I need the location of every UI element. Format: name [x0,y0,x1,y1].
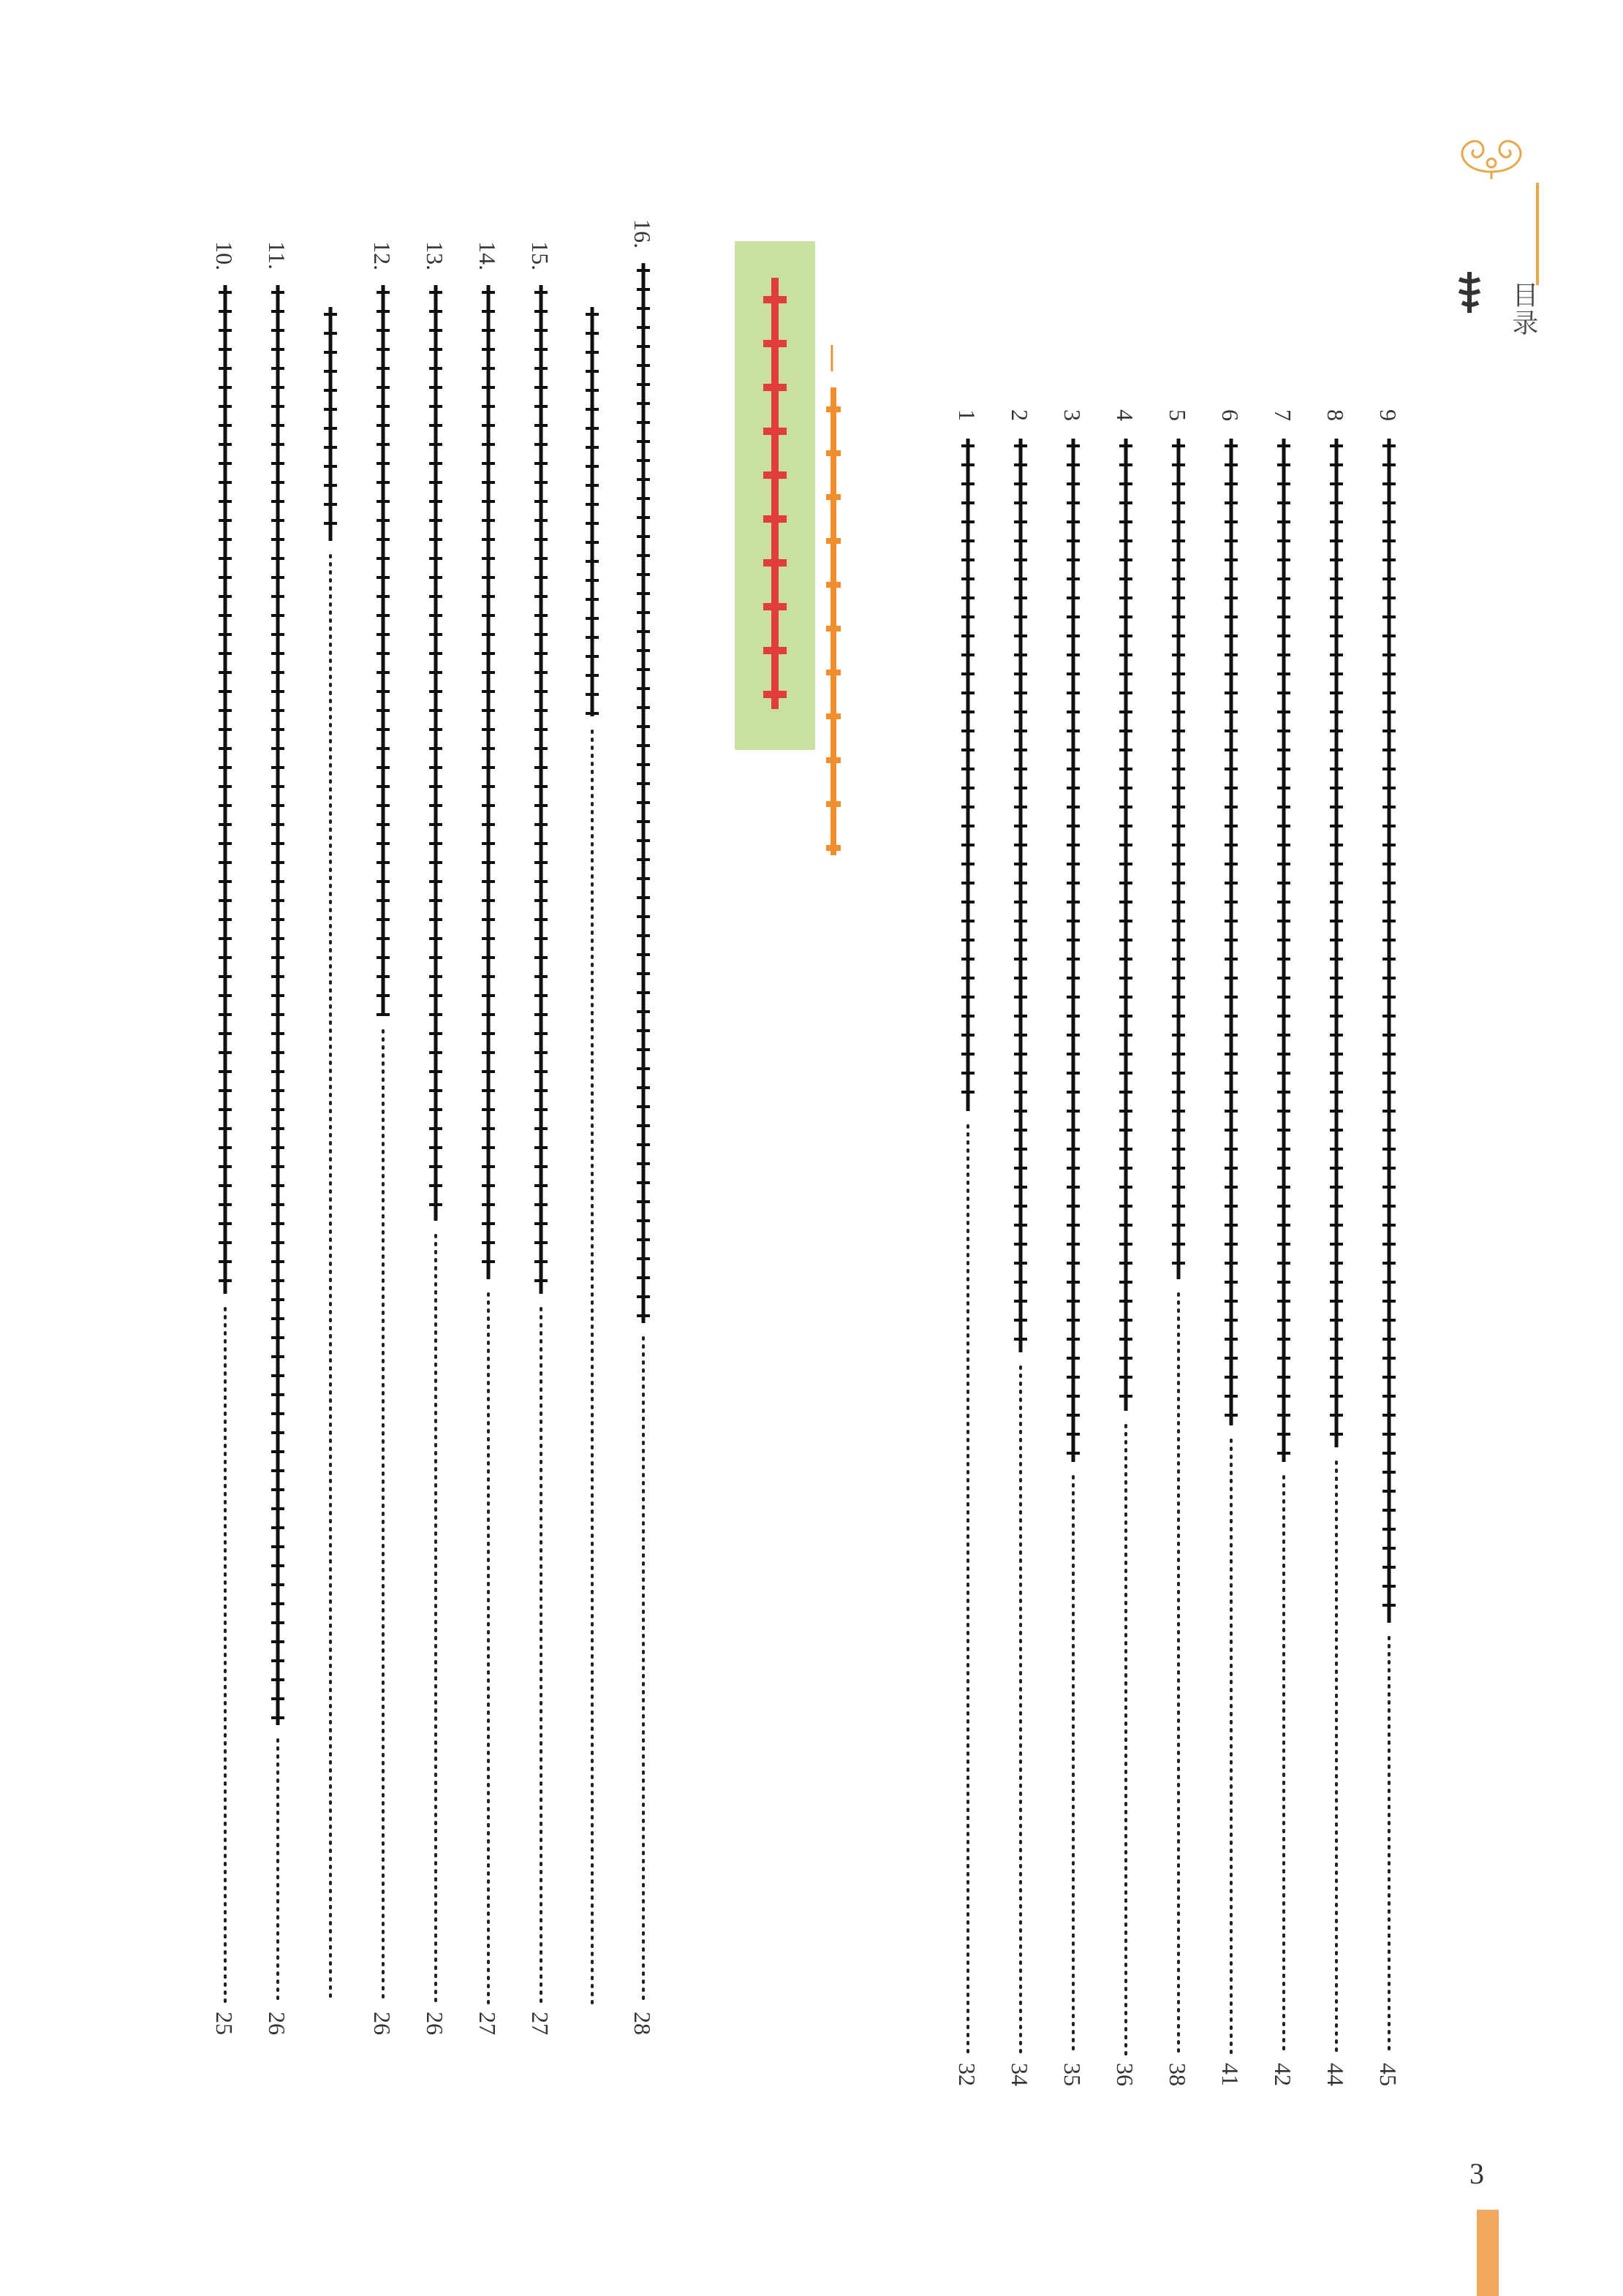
toc-entry-page: 45 [1375,2063,1401,2086]
toc-entry[interactable] [1059,0,1088,2296]
toc-entry-page: 25 [211,2012,238,2035]
toc-entry-number: 12. [369,241,396,270]
toc-entry-text [1322,0,1351,2296]
toc-entry-number: 14. [474,241,501,270]
header-title: 目录 [1508,281,1538,337]
toc-entry-text [1164,0,1193,2296]
toc-entry[interactable] [1322,0,1351,2296]
toc-entry-page: 26 [422,2012,448,2035]
toc-entry-page: 38 [1165,2063,1191,2086]
toc-entry[interactable] [1006,0,1035,2296]
toc-entry-page: 27 [527,2012,553,2035]
toc-entry-text [1111,0,1140,2296]
toc-entry-page: 27 [474,2012,501,2035]
toc-entry-number: 7 [1270,409,1296,421]
toc-entry-continuation [263,0,292,2296]
toc-entry-number: 6 [1217,409,1244,421]
toc-entry-text [1217,0,1246,2296]
page-tab [1477,2210,1499,2296]
toc-entry[interactable] [211,0,240,2296]
section-title [753,270,797,709]
toc-entry-number: 2 [1007,409,1033,421]
toc-entry[interactable] [474,0,503,2296]
toc-entry[interactable] [629,0,658,2296]
toc-entry[interactable] [1269,0,1298,2296]
toc-entry-text [211,0,240,2296]
page-number: 3 [1469,2157,1484,2190]
toc-entry-continuation [316,0,345,2296]
toc-entry-number: 1 [954,409,980,421]
toc-entry[interactable] [1111,0,1140,2296]
toc-entry-text [1006,0,1035,2296]
toc-entry-number: 8 [1323,409,1349,421]
toc-entry-text [526,0,556,2296]
toc-entry-page: 42 [1270,2063,1296,2086]
toc-entry-text [368,0,398,2296]
toc-entry-text [1374,0,1404,2296]
header-script-mark [1449,269,1490,316]
toc-entry[interactable] [368,0,398,2296]
toc-entry-number: 4 [1112,409,1138,421]
toc-entry-text [629,0,658,2296]
header-rule [1536,183,1539,285]
toc-entry[interactable] [1164,0,1193,2296]
toc-entry-page: 26 [264,2012,290,2035]
toc-entry-continuation [578,0,607,2296]
toc-entry-text [474,0,503,2296]
toc-entry-number: 3 [1059,409,1086,421]
toc-entry-page: 35 [1059,2063,1086,2086]
toc-entry-text [953,0,983,2296]
toc-entry-number: 9 [1375,409,1401,421]
toc-entry-page: 28 [629,2012,656,2035]
toc-entry[interactable] [1374,0,1404,2296]
toc-entry-number: 15. [527,241,553,270]
toc-entry-text [1059,0,1088,2296]
toc-entry-text [1269,0,1298,2296]
toc-entry[interactable] [526,0,556,2296]
toc-entry[interactable] [421,0,450,2296]
toc-entry-page: 32 [954,2063,980,2086]
toc-entry[interactable] [1217,0,1246,2296]
toc-entry-page: 44 [1323,2063,1349,2086]
toc-entry-number: 16. [629,219,656,249]
toc-entry-number: 10. [211,241,238,270]
section-subtitle-dash: — [817,344,850,373]
ornament-icon [1448,121,1535,179]
toc-entry[interactable] [953,0,983,2296]
toc-entry-page: 41 [1217,2063,1244,2086]
section-subtitle [819,344,848,943]
toc-entry-number: 5 [1165,409,1191,421]
toc-entry-page: 34 [1007,2063,1033,2086]
toc-entry-page: 36 [1112,2063,1138,2086]
toc-entry-number: 11. [264,241,290,270]
toc-entry-page: 26 [369,2012,396,2035]
toc-entry-text [421,0,450,2296]
toc-entry-number: 13. [422,241,448,270]
